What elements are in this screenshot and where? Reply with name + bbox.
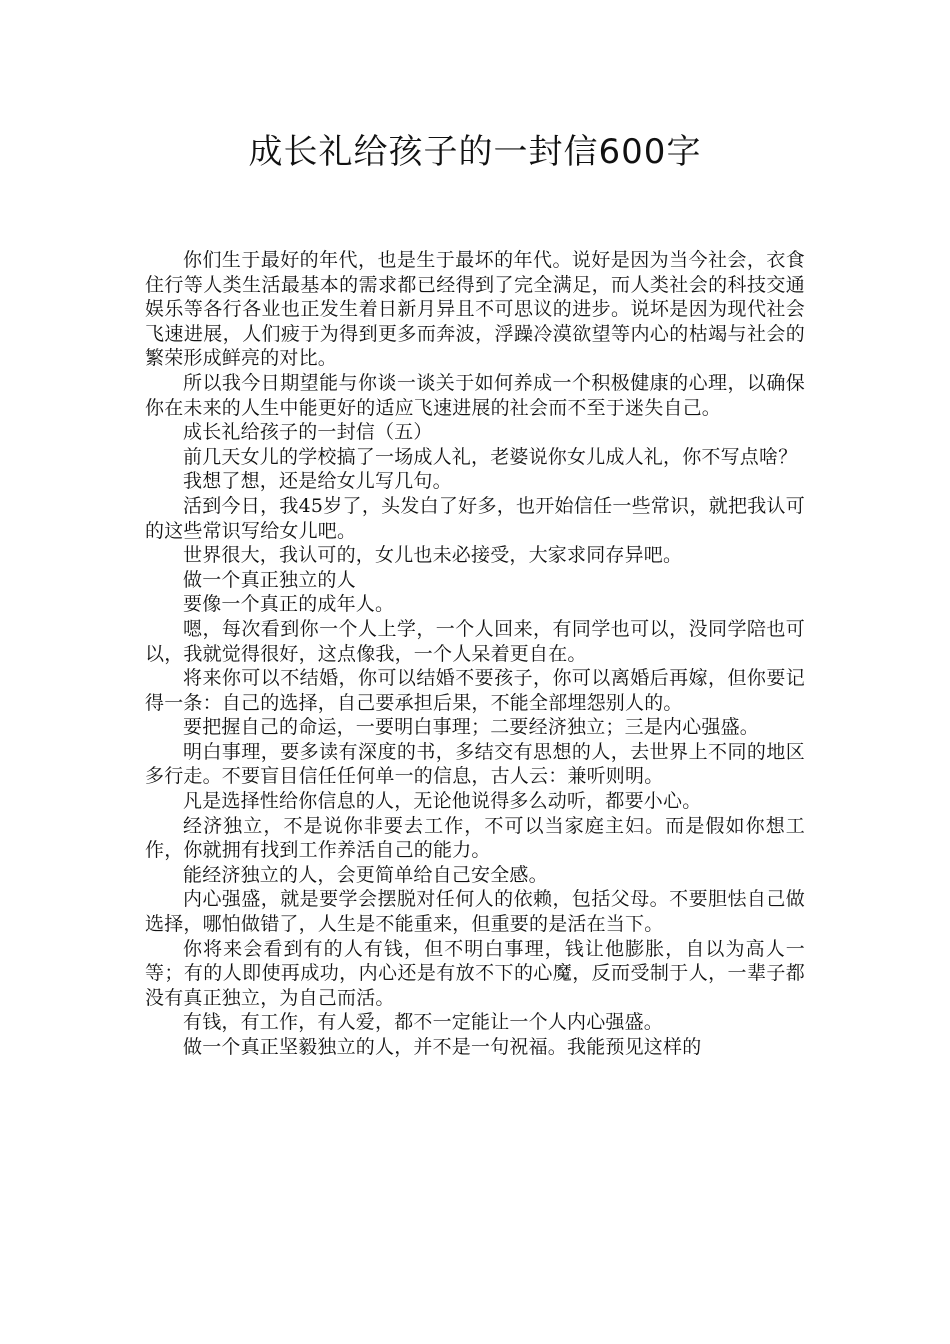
paragraph: 你将来会看到有的人有钱，但不明白事理，钱让他膨胀，自以为高人一等；有的人即使再成功，内心还是有放不下的心魔，反而受制于人，一辈子都没有真正独立，为自己而活。 [145,937,805,1009]
paragraph: 所以我今日期望能与你谈一谈关于如何养成一个积极健康的心理，以确保你在未来的人生中能更好的适应飞速进展的社会而不至于迷失自己。 [145,371,805,419]
paragraph: 世界很大，我认可的，女儿也未必接受，大家求同存异吧。 [183,544,683,567]
paragraph: 做一个真正坚毅独立的人，并不是一句祝福。我能预见这样的 [183,1036,702,1058]
paragraph: 成长礼给孩子的一封信（五） [183,421,433,444]
paragraph: 你们生于最好的年代，也是生于最坏的年代。说好是因为当今社会，衣食住行等人类生活最基本的需求都已经得到了完全满足，而人类社会的科技交通娱乐等各行各业也正发生着日新月异且不可思议的进步。说坏是因为现代社会飞速进展，人们疲于为得到更多而奔波，浮躁冷漠欲望等内心的枯竭与社会的繁荣形成鲜亮的对比。 [145,249,805,370]
paragraph: 前几天女儿的学校搞了一场成人礼，老婆说你女儿成人礼，你不写点啥？ [183,445,798,468]
paragraph: 嗯，每次看到你一个人上学，一个人回来，有同学也可以，没同学陪也可以，我就觉得很好，这点像我，一个人呆着更自在。 [145,617,805,665]
paragraph: 要把握自己的命运，一要明白事理；二要经济独立；三是内心强盛。 [183,716,760,739]
paragraph: 做一个真正独立的人 [183,568,356,591]
document-body [145,248,805,1060]
paragraph: 将来你可以不结婚，你可以结婚不要孩子，你可以离婚后再嫁，但你要记得一条：自己的选择，自己要承担后果，不能全部埋怨别人的。 [145,667,805,714]
paragraph: 能经济独立的人，会更简单给自己安全感。 [183,863,548,886]
paragraph: 凡是选择性给你信息的人，无论他说得多么动听，都要小心。 [183,790,702,813]
paragraph: 要像一个真正的成年人。 [183,593,395,616]
paragraph: 有钱，有工作，有人爱，都不一定能让一个人内心强盛。 [183,1011,664,1034]
paragraph: 经济独立，不是说你非要去工作，不可以当家庭主妇。而是假如你想工作，你就拥有找到工作养活自己的能力。 [145,814,805,862]
paragraph: 活到今日，我45岁了，头发白了好多，也开始信任一些常识，就把我认可的这些常识写给女儿吧。 [145,494,805,542]
document-title: 成长礼给孩子的一封信600字 [248,132,702,172]
paragraph: 内心强盛，就是要学会摆脱对任何人的依赖，包括父母。不要胆怯自己做选择，哪怕做错了，人生是不能重来，但重要的是活在当下。 [145,888,805,936]
paragraph: 明白事理，要多读有深度的书，多结交有思想的人，去世界上不同的地区多行走。不要盲目信任任何单一的信息，古人云：兼听则明。 [145,740,805,788]
paragraph: 我想了想，还是给女儿写几句。 [183,470,452,493]
